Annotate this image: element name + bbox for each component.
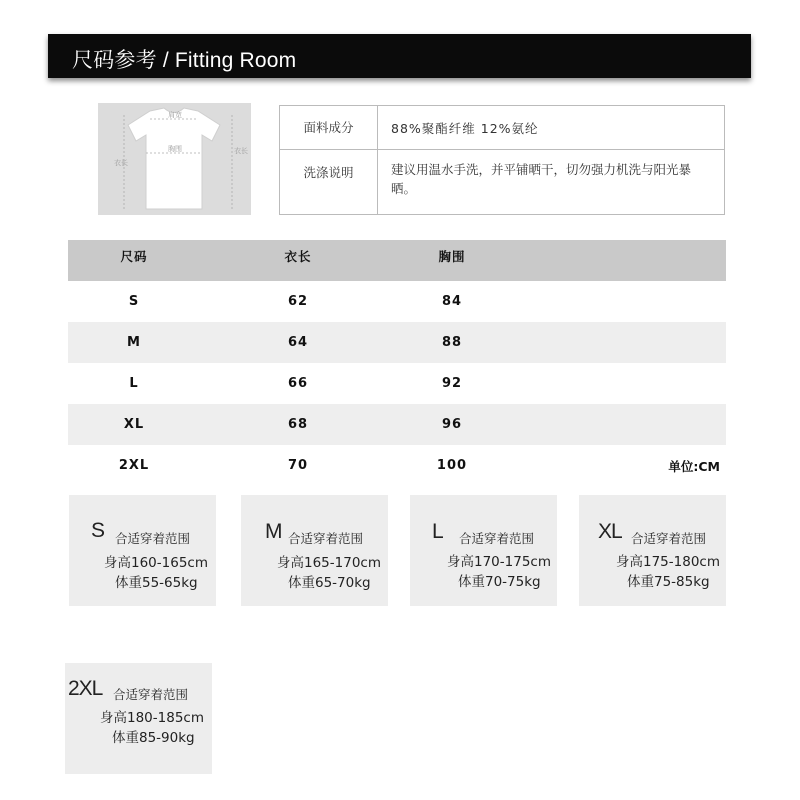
size-table (68, 240, 726, 486)
length-label-left: 衣长 (114, 159, 128, 167)
length-label-right: 衣长 (234, 147, 248, 155)
fit-card-height: 身高165-170cm (277, 555, 381, 571)
material-label: 面料成分 (303, 120, 354, 135)
fit-card-size: M (265, 520, 282, 543)
fit-card-label: 合适穿着范围 (113, 687, 189, 702)
table-row (68, 404, 726, 445)
length-cell: 70 (287, 458, 309, 473)
fit-card-size: L (432, 520, 443, 543)
page-title: 尺码参考 / Fitting Room (72, 49, 297, 72)
table-row (68, 445, 726, 486)
fit-card-weight: 体重55-65kg (115, 575, 198, 591)
care-label: 洗涤说明 (303, 165, 354, 180)
fit-card-weight: 体重65-70kg (288, 575, 371, 591)
fit-card-s (69, 495, 216, 606)
size-cell: S (128, 294, 140, 309)
fit-card-size: XL (598, 520, 622, 543)
chest-cell: 84 (441, 294, 463, 309)
chest-cell: 100 (436, 458, 468, 473)
fit-card-height: 身高160-165cm (104, 555, 208, 571)
page-header (48, 34, 751, 78)
fit-card-height: 身高175-180cm (616, 554, 720, 570)
fit-card-weight: 体重75-85kg (627, 574, 710, 590)
fit-card-xl (579, 495, 726, 606)
header-length: 衣长 (284, 249, 312, 264)
size-table-header (68, 240, 726, 281)
fit-card-weight: 体重70-75kg (458, 574, 541, 590)
fit-card-label: 合适穿着范围 (459, 531, 535, 546)
material-value: 88%聚酯纤维 12%氨纶 (391, 121, 539, 136)
unit-label: 单位:CM (668, 459, 720, 474)
chest-label: 胸围 (168, 145, 182, 153)
fit-card-m (241, 495, 388, 606)
table-row (68, 322, 726, 363)
fit-card-size: 2XL (68, 677, 103, 700)
length-cell: 64 (287, 335, 309, 350)
care-value: 建议用温水手洗，并平铺晒干，切勿强力机洗与阳光暴晒。 (391, 162, 692, 196)
fit-card-l (410, 495, 557, 606)
length-cell: 68 (287, 417, 309, 432)
header-size: 尺码 (120, 249, 148, 264)
fabric-divider-vertical (377, 106, 378, 214)
fit-card-label: 合适穿着范围 (631, 531, 707, 546)
chest-cell: 88 (441, 335, 463, 350)
chest-cell: 92 (441, 376, 463, 391)
shoulder-label: 肩宽 (168, 111, 182, 119)
size-cell: M (127, 335, 141, 350)
fit-card-height: 身高180-185cm (100, 710, 204, 726)
table-row (68, 281, 726, 322)
header-chest: 胸围 (438, 249, 466, 264)
table-row (68, 363, 726, 404)
fabric-divider-horizontal (280, 149, 724, 150)
length-cell: 62 (287, 294, 309, 309)
tshirt-icon (98, 103, 251, 215)
size-cell: XL (123, 417, 145, 432)
fit-card-2xl (65, 663, 212, 774)
tshirt-diagram (98, 103, 251, 215)
fit-card-height: 身高170-175cm (447, 554, 551, 570)
fit-card-size: S (91, 519, 105, 542)
fabric-info-table (279, 105, 725, 215)
size-cell: L (129, 376, 139, 391)
fit-card-label: 合适穿着范围 (115, 531, 191, 546)
chest-cell: 96 (441, 417, 463, 432)
fit-card-weight: 体重85-90kg (112, 730, 195, 746)
length-cell: 66 (287, 376, 309, 391)
size-cell: 2XL (118, 458, 150, 473)
fit-card-label: 合适穿着范围 (288, 531, 364, 546)
